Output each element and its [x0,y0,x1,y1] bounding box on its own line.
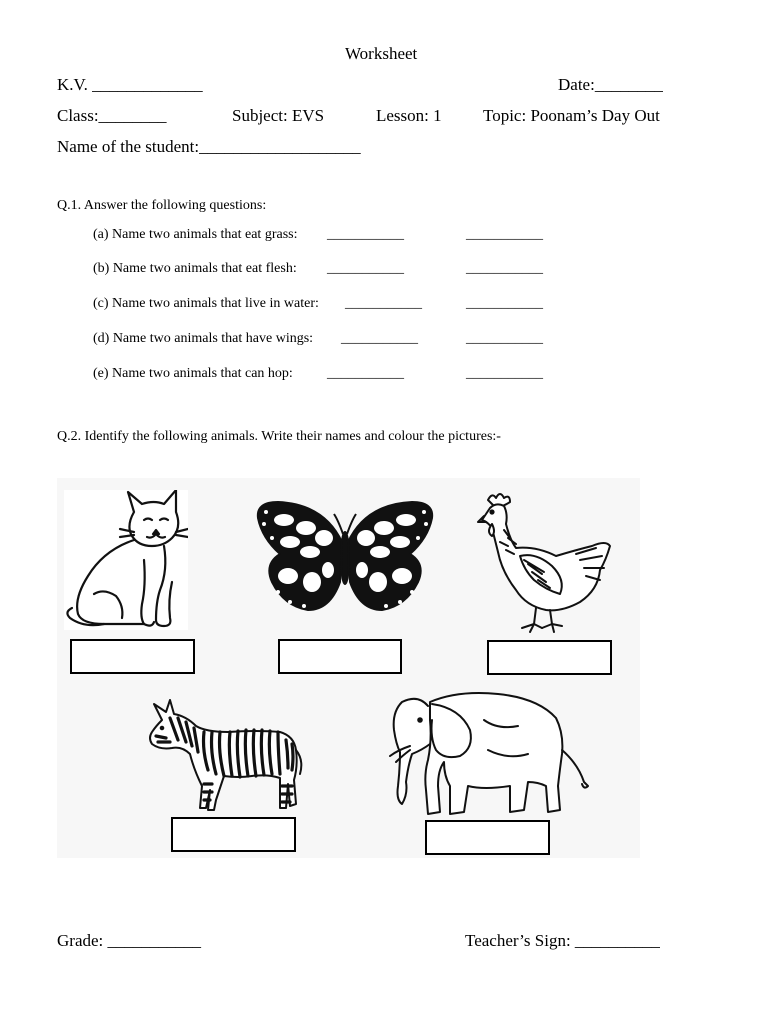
q1-item-e-blank-1: ___________ [327,366,404,381]
q1-item-d-blank-2: ___________ [466,331,543,346]
date-field: Date:________ [558,75,663,94]
kv-field: K.V. _____________ [57,75,203,94]
subject-label: Subject: EVS [232,106,325,125]
answer-box-cat[interactable] [70,639,195,674]
answer-box-butterfly[interactable] [278,639,402,674]
q1-item-a: (a) Name two animals that eat grass: [93,227,298,242]
q1-item-b-blank-1: ___________ [327,261,404,276]
q1-item-e-blank-2: ___________ [466,366,543,381]
lesson-label: Lesson: 1 [376,106,442,125]
grade-field: Grade: ___________ [57,931,202,950]
teacher-sign-field: Teacher’s Sign: __________ [465,931,660,950]
answer-box-elephant[interactable] [425,820,550,855]
q1-item-c-blank-2: ___________ [466,296,543,311]
q1-heading: Q.1. Answer the following questions: [57,198,267,213]
q1-item-c: (c) Name two animals that live in water: [93,296,319,311]
q1-item-a-blank-2: ___________ [466,227,543,242]
answer-box-zebra[interactable] [171,817,296,852]
q1-item-c-blank-1: ___________ [345,296,422,311]
elephant-icon [388,690,592,820]
q1-item-b-blank-2: ___________ [466,261,543,276]
zebra-icon [148,690,304,812]
worksheet-title: Worksheet [345,44,418,63]
q1-item-b: (b) Name two animals that eat flesh: [93,261,297,276]
cat-icon [64,490,188,630]
q1-item-d-blank-1: ___________ [341,331,418,346]
q1-item-a-blank-1: ___________ [327,227,404,242]
hen-icon [476,490,614,636]
answer-box-hen[interactable] [487,640,612,675]
student-name-field: Name of the student:___________________ [57,137,361,156]
butterfly-icon [254,498,436,614]
q2-heading: Q.2. Identify the following animals. Write their names and colour the pictures:- [57,429,501,444]
q1-item-d: (d) Name two animals that have wings: [93,331,314,346]
class-field: Class:________ [57,106,167,125]
topic-label: Topic: Poonam’s Day Out [483,106,660,125]
q1-item-e: (e) Name two animals that can hop: [93,366,293,381]
